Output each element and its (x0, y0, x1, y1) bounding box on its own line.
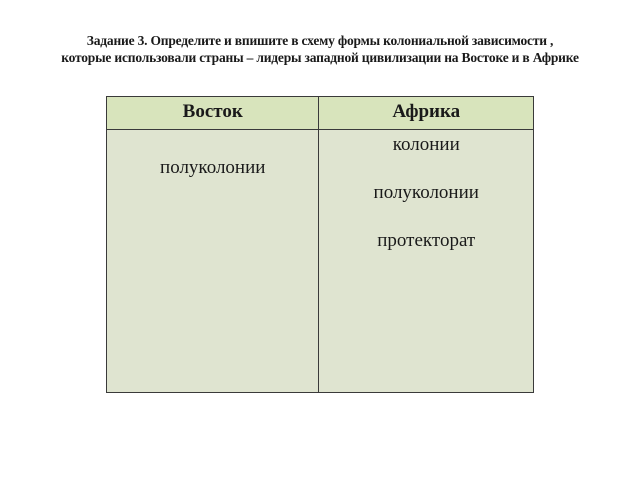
africa-item-protectorate: протекторат (377, 230, 476, 251)
colonial-forms-table (106, 96, 534, 393)
cell-africa (319, 130, 534, 393)
table-header-row (107, 97, 534, 130)
cell-east (107, 130, 319, 393)
east-item-semi-colonies: полуколонии (160, 157, 266, 178)
task-title (20, 32, 620, 66)
task-title-line-2: которые использовали страны – лидеры западной цивилизации на Востоке и в Африке (61, 50, 579, 65)
header-east: Восток (107, 97, 319, 130)
africa-item-colonies: колонии (392, 134, 460, 155)
task-title-line-1: Задание 3. Определите и впишите в схему формы колониальной зависимости , (86, 33, 554, 48)
header-africa: Африка (319, 97, 534, 130)
table-row (107, 130, 534, 393)
africa-item-semi-colonies: полуколонии (373, 182, 479, 203)
